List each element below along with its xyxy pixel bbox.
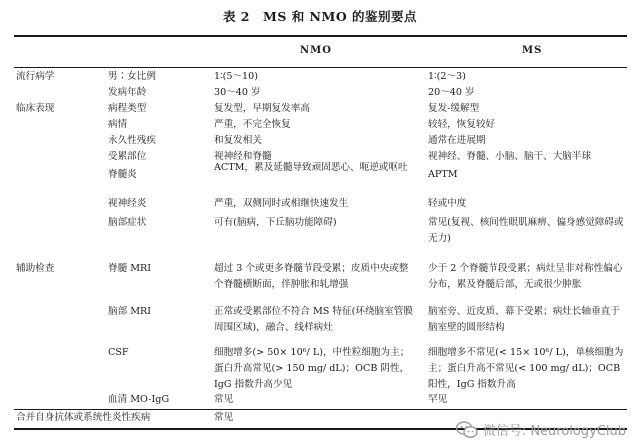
row-ms: APTM [428,169,458,180]
row-ms: 1∶(2～3) [428,71,466,82]
row-item: CSF [108,347,129,358]
row-nmo: 正常或受累部位不符合 MS 特征(环绕脑室管膜周围区域)，融合、线样病灶 [214,306,413,333]
row-nmo: 可有(脑病，下丘脑功能障碍) [214,217,337,228]
column-header-nmo: NMO [300,45,332,56]
row-nmo: 细胞增多(> 50× 10⁶/ L)，中性粒细胞为主；蛋白升高常见(> 150 mg/ dL)；OCB 阴性，IgG 指数升高少见 [214,347,410,390]
row-item: 脊髓炎 [108,169,137,180]
top-rule [14,35,627,37]
row-item: 血清 MO-IgG [108,394,170,405]
row-item: 永久性残疾 [108,135,156,146]
row-nmo: 和复发相关 [214,135,262,146]
row-category: 合并自身抗体或系统性炎性疾病 [16,412,151,423]
row-nmo: 30～40 岁 [214,87,261,98]
row-ms: 20～40 岁 [428,87,475,98]
header-rule [14,67,627,68]
table-title: 表 2 MS 和 NMO 的鉴别要点 [222,9,418,24]
row-item: 脊髓 MRI [108,263,152,274]
row-ms: 较轻，恢复较好 [428,119,496,130]
column-header-ms: MS [522,45,543,56]
row-ms: 细胞增多不常见(< 15× 10⁶/ L)，单核细胞为主；蛋白升高不常见(< 100 mg/ dL)；OCB 阳性，IgG 指数升高 [428,347,624,390]
row-item: 受累部位 [108,151,147,162]
row-ms: 视神经、脊髓、小脑、脑干、大脑半球 [428,151,592,162]
row-item: 男∶女比例 [108,71,156,82]
row-ms: 复发-缓解型 [428,103,480,114]
row-nmo: 严重，双侧同时或相继快速发生 [214,198,349,209]
row-item: 脑部症状 [108,217,147,228]
row-ms: 轻或中度 [428,198,467,209]
row-category: 辅助检查 [16,263,55,274]
row-item: 病情 [108,119,128,130]
row-ms: 通常在进展期 [428,135,486,146]
row-category: 临床表现 [16,103,55,114]
row-nmo: 复发型，早期复发率高 [214,103,310,114]
row-item: 脑部 MRI [108,306,152,317]
row-item: 发病年龄 [108,87,147,98]
row-item: 病程类型 [108,103,147,114]
row-nmo: 超过 3 个或更多脊髓节段受累；皮质中央或整个脊髓横断面，伴肿胀和轧增强 [214,263,409,290]
row-nmo: 常见 [214,394,234,405]
row-ms: 常见(复视、核间性眼肌麻痹、偏身感觉障碍或无力) [428,217,624,244]
row-nmo: 视神经和脊髓 [214,151,272,162]
row-nmo: 1∶(5～10) [214,71,258,82]
row-nmo: ACTM，累及延髓导致顽固恶心、呃逆或呕吐 [214,162,408,173]
row-category: 流行病学 [16,71,55,82]
row-ms: 罕见 [428,394,448,405]
row-ms: 脑室旁、近皮质、幕下受累；病灶长轴垂直于脑室壁的圆形结构 [428,306,620,333]
row-ms: 少于 2 个脊髓节段受累；病灶呈非对称性偏心分布，累及脊髓后部，无或很少肿胀 [428,263,623,290]
row-nmo: 严重，不完全恢复 [214,119,291,130]
watermark-text: 微信号: NeurologyClub [482,424,626,439]
row-nmo: 常见 [214,412,234,423]
wechat-icon [456,421,478,439]
watermark [456,420,626,439]
row-item: 视神经炎 [108,198,147,209]
